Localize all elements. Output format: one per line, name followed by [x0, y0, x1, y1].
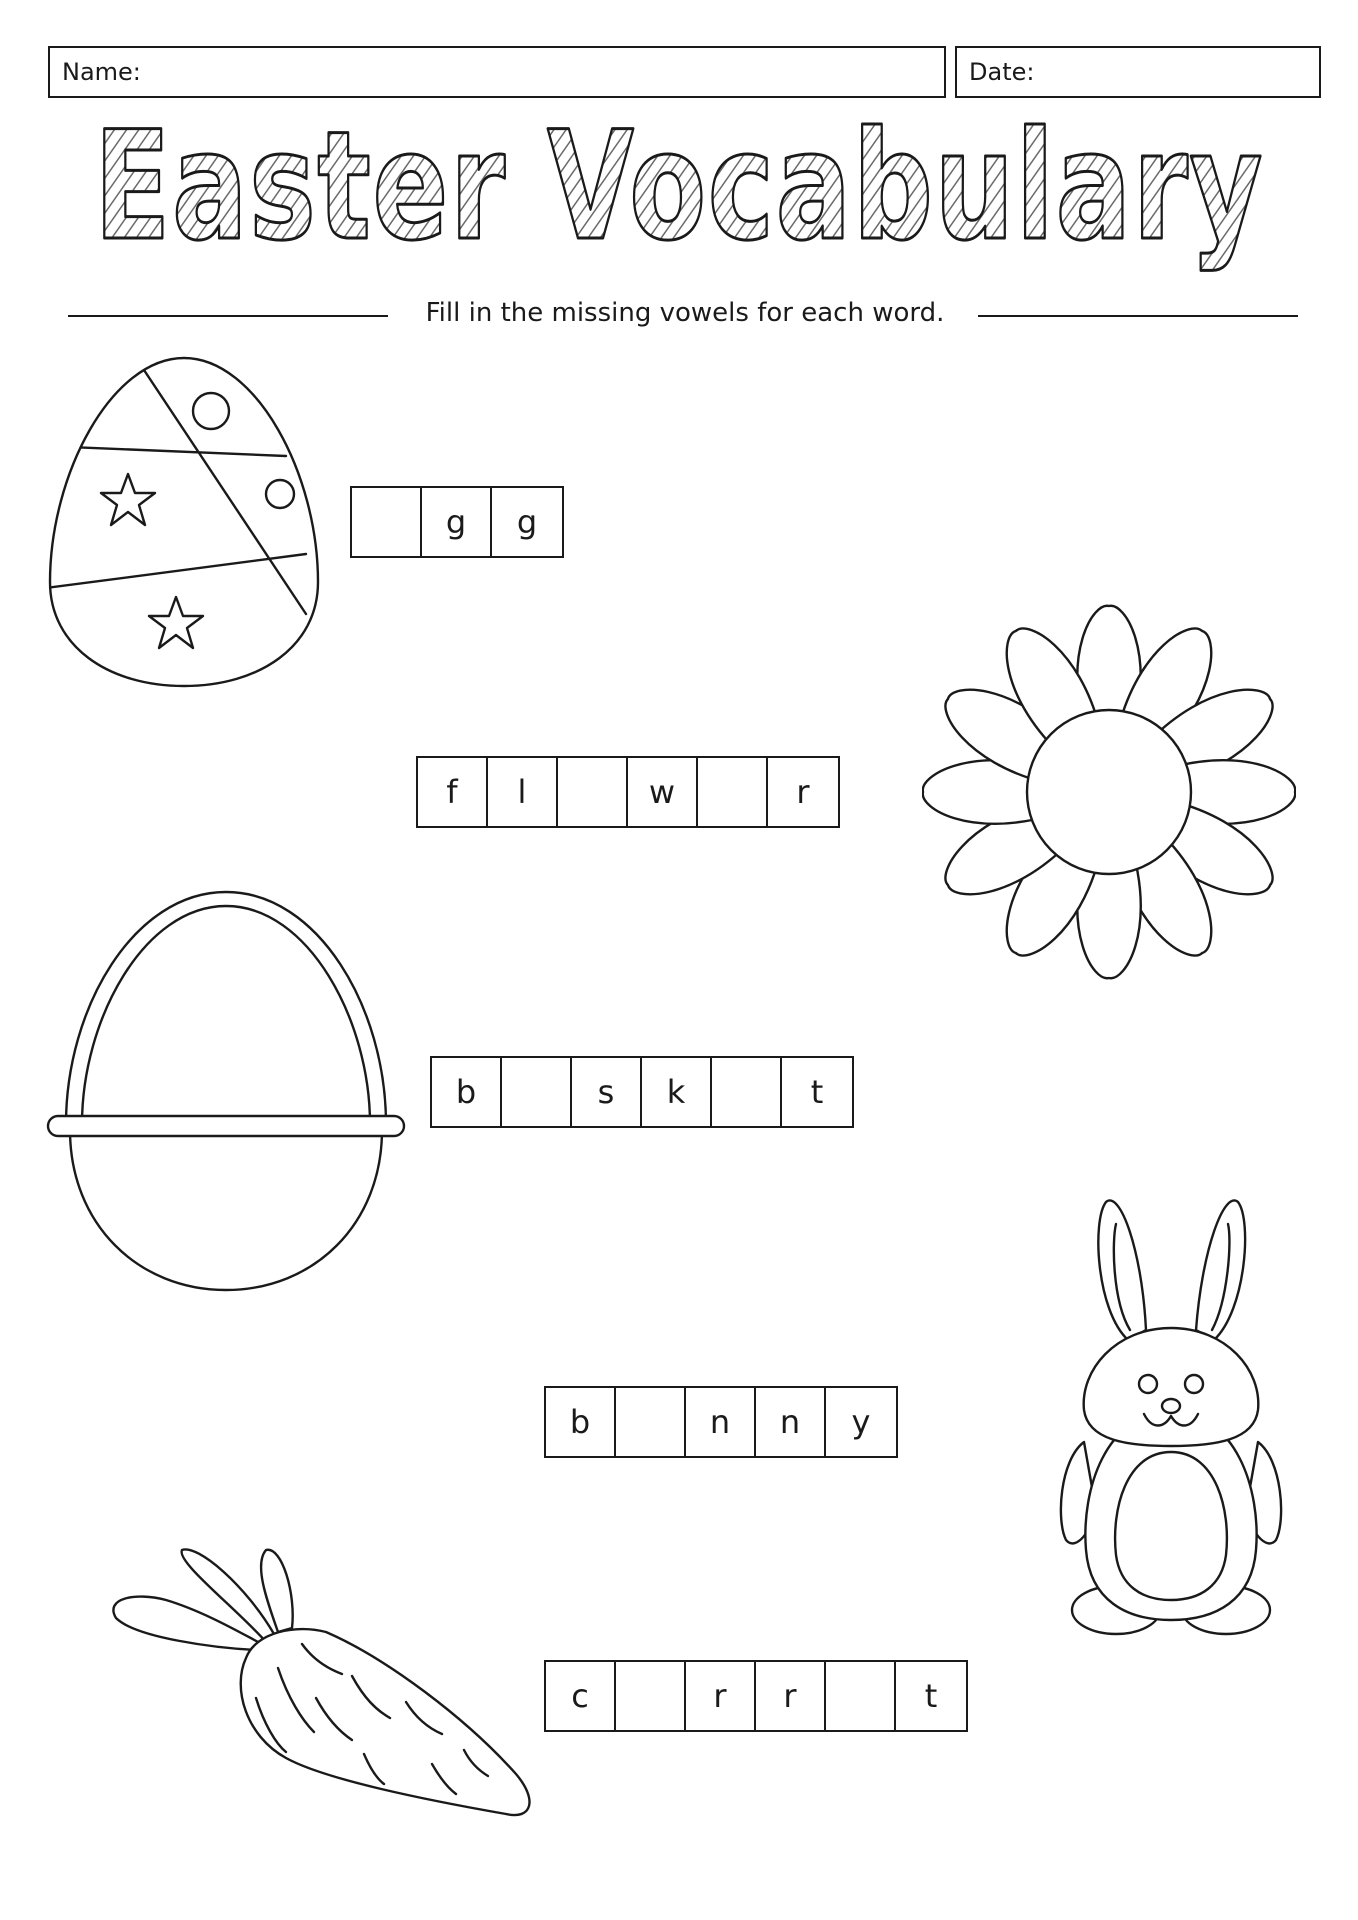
letter-box[interactable]: r [756, 1662, 826, 1730]
letter-box[interactable]: g [422, 488, 492, 556]
instruction-rule-right [978, 315, 1298, 317]
letter-box[interactable] [352, 488, 422, 556]
carrot-icon [106, 1548, 538, 1828]
letter-box[interactable] [616, 1662, 686, 1730]
word-boxes-carrot [544, 1660, 968, 1732]
letter-box[interactable]: n [686, 1388, 756, 1456]
name-field[interactable] [48, 46, 946, 98]
date-field[interactable] [955, 46, 1321, 98]
bunny-icon [1056, 1190, 1286, 1638]
letter-box[interactable] [502, 1058, 572, 1126]
date-label: Date: [969, 58, 1035, 86]
letter-box[interactable] [558, 758, 628, 826]
title-text: Easter Vocabulary [94, 100, 1264, 274]
letter-box[interactable] [698, 758, 768, 826]
letter-box[interactable]: r [686, 1662, 756, 1730]
basket-icon [44, 888, 408, 1296]
word-boxes-egg [350, 486, 564, 558]
letter-box[interactable]: t [924, 1677, 938, 1715]
letter-box[interactable]: s [572, 1058, 642, 1126]
letter-box[interactable]: b [432, 1058, 502, 1126]
flower-center [1027, 710, 1191, 874]
letter-box[interactable]: r [796, 773, 810, 811]
word-boxes-bunny [544, 1386, 898, 1458]
easter-egg-icon [46, 354, 322, 690]
word-boxes-flower [416, 756, 840, 828]
instruction-text: Fill in the missing vowels for each word. [425, 298, 945, 328]
letter-box[interactable]: l [488, 758, 558, 826]
name-label: Name: [62, 58, 141, 86]
letter-box[interactable]: y [851, 1403, 871, 1441]
letter-box[interactable]: f [418, 758, 488, 826]
letter-box[interactable]: g [516, 503, 538, 541]
flower-icon [922, 594, 1296, 990]
letter-box[interactable]: c [546, 1662, 616, 1730]
letter-box[interactable]: t [810, 1073, 824, 1111]
word-boxes-basket [430, 1056, 854, 1128]
letter-box[interactable] [616, 1388, 686, 1456]
letter-box[interactable] [826, 1662, 896, 1730]
page-title [0, 100, 1358, 280]
letter-box[interactable] [712, 1058, 782, 1126]
letter-box[interactable]: b [546, 1388, 616, 1456]
instruction-rule-left [68, 315, 388, 317]
letter-box[interactable]: w [628, 758, 698, 826]
letter-box[interactable]: k [642, 1058, 712, 1126]
letter-box[interactable]: n [756, 1388, 826, 1456]
